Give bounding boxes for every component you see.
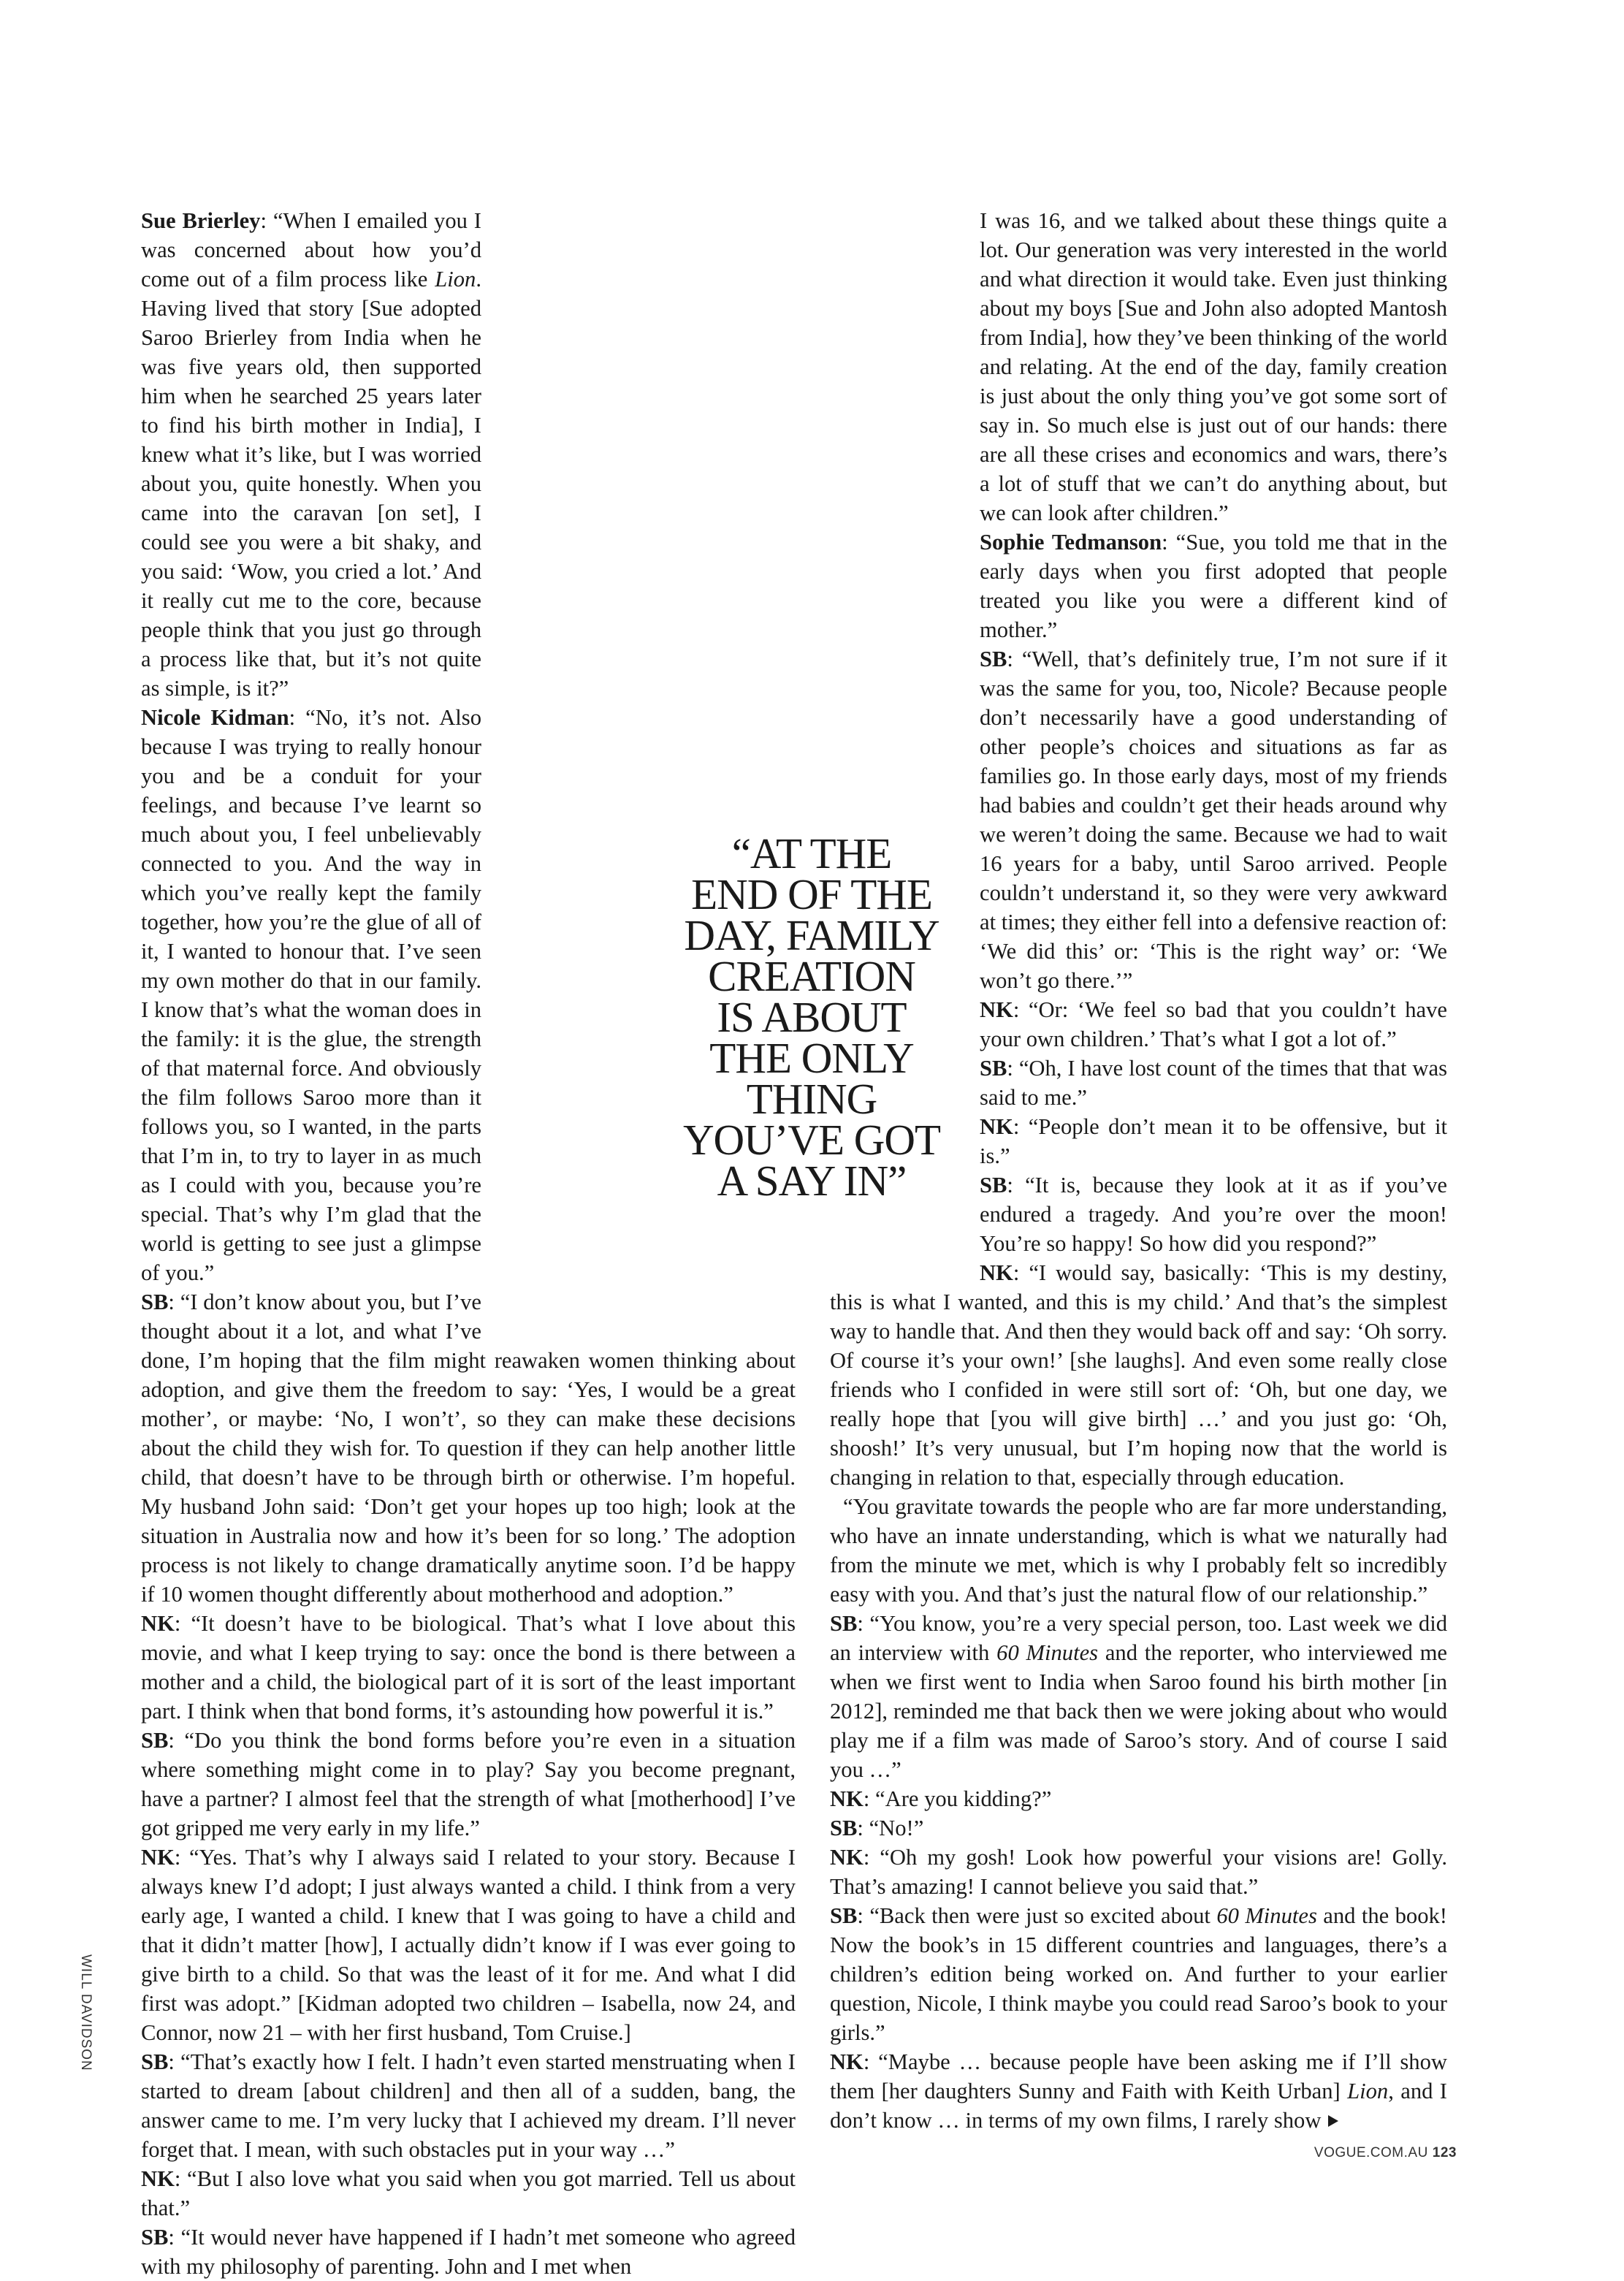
interview-paragraph <box>830 1901 1447 2047</box>
speaker-name: SB <box>141 2225 169 2250</box>
paragraph-text: : “No, it’s not. Also because I was trying to really honour you and be a conduit for your feelings, and because I’ve learnt so much about you, I feel unbelievably connected to you. And the way in which you’ve really kept the family together, how you’re the glue of all of it, I wanted to honour that. I’ve seen my own mother do that in our family. I know that’s what the woman does in the family: it is the glue, the strength of that maternal force. And obviously the film follows Saroo more than it follows you, so I wanted, in the parts that I’m in, to try to layer in as much as I could with you, because you’re special. That’s why I’m glad that the world is getting to see just a glimpse of you.” <box>141 705 481 1285</box>
page-number: 123 <box>1432 2145 1457 2160</box>
paragraph-text: : “Well, that’s definitely true, I’m not sure if it was the same for you, too, Nicole? Because people don’t necessarily have a good understanding of other people’s choices and situations as far as families go. In those early days, most of my friends had babies and couldn’t get their heads around why we weren’t doing the same. Because we had to wait 16 years for a baby, until Saroo arrived. People couldn’t understand it, so they were very awkward at times; they either fell into a defensive reaction of: ‘We did this’ or: ‘This is the right way’ or: ‘We won’t go there.’” <box>980 647 1447 993</box>
interview-paragraph <box>830 2047 1447 2135</box>
folio-site: VOGUE.COM.AU <box>1314 2145 1428 2160</box>
speaker-name: SB <box>830 1816 858 1840</box>
interview-paragraph <box>141 2047 796 2164</box>
left-column <box>141 206 796 2281</box>
title-italic: Lion <box>435 267 476 292</box>
pull-quote-line: DAY, FAMILY <box>684 911 939 959</box>
paragraph-text: : “People don’t mean it to be offensive, but it is.” <box>980 1114 1447 1168</box>
speaker-name: SB <box>141 1728 169 1753</box>
speaker-name: NK <box>980 997 1013 1022</box>
paragraph-text: and the reporter, who interviewed me when we first went to India when Saroo found his birth mother [in 2012], reminded me that back then we were joking about who would play me if a film was made of Saroo’s story. And of course I said you …” <box>830 1640 1447 1782</box>
paragraph-text: : “I don’t know about you, but I’ve thought about it a lot, and what I’ve done, I’m hoping that the film might reawaken women thinking about adoption, and give them the freedom to say: ‘Yes, I would be a great mother’, or maybe: ‘No, I won’t’, so they can make these decisions about the child they wish for. To question if they can help another little child, that doesn’t have to be through birth or otherwise. I’m hopeful. My husband John said: ‘Don’t get your hopes up too high; look at the situation in Australia now and how it’s been for so long.’ The adoption process is not likely to change dramatically anytime soon. I’d be happy if 10 women thought differently about motherhood and adoption.” <box>141 1290 796 1607</box>
pull-quote-line: A SAY IN” <box>717 1157 907 1205</box>
speaker-name: NK <box>141 1845 175 1870</box>
pull-quote-line: THING <box>746 1075 877 1123</box>
paragraph-text: I was 16, and we talked about these things quite a lot. Our generation was very interested in the world and what direction it would take. Even just thinking about my boys [Sue and John also adopted Mantosh from India], how they’ve been thinking of the world and relating. At the end of the day, family creation is just about the only thing you’ve got some sort of say in. So much else is just out of our hands: there are all these crises and economics and wars, there’s a lot of stuff that we can’t do anything about, but we can look after children.” <box>980 208 1447 525</box>
speaker-name: Sue Brierley <box>141 208 261 233</box>
paragraph-text: , and I don’t know … in terms of my own films, I rarely show <box>830 2079 1447 2133</box>
interview-paragraph <box>141 2223 796 2281</box>
speaker-name: SB <box>141 2049 169 2074</box>
speaker-name: SB <box>141 1290 169 1314</box>
speaker-name: NK <box>141 2166 175 2191</box>
speaker-name: NK <box>980 1260 1013 1285</box>
paragraph-text: and the book! Now the book’s in 15 different countries and languages, there’s a children’s edition being worked on. And further to your earlier question, Nicole, I think maybe you could read Saroo’s book to your girls.” <box>830 1903 1447 2045</box>
speaker-name: NK <box>830 1845 864 1870</box>
interview-paragraph <box>830 1258 1447 1492</box>
paragraph-text: : “Or: ‘We feel so bad that you couldn’t have your own children.’ That’s what I got a lot of.” <box>980 997 1447 1051</box>
speaker-name: SB <box>830 1903 858 1928</box>
speaker-name: NK <box>141 1611 175 1636</box>
pull-quote <box>671 829 953 1205</box>
speaker-name: SB <box>830 1611 858 1636</box>
speaker-name: SB <box>980 647 1007 671</box>
title-italic: 60 Minutes <box>1216 1903 1317 1928</box>
interview-paragraph <box>141 1843 796 2047</box>
pull-quote-line: THE ONLY <box>709 1034 914 1082</box>
paragraph-text: : “I would say, basically: ‘This is my destiny, this is what I wanted, and this is my child.’ And that’s the simplest way to handle that. And then they would back off and say: ‘Oh sorry. Of course it’s your own!’ [she laughs]. And even some really close friends who I confided in were still sort of: ‘Oh, but one day, we really hope that [you will give birth] …’ and you just go: ‘Oh, shoosh!’ It’s very unusual, but I’m hoping now that the world is changing in relation to that, especially through education. <box>830 1260 1447 1490</box>
interview-paragraph <box>141 2164 796 2223</box>
interview-paragraph <box>830 1843 1447 1901</box>
paragraph-text: : “It would never have happened if I hadn’t met someone who agreed with my philosophy of parenting. John and I met when <box>141 2225 796 2279</box>
paragraph-text: : “Sue, you told me that in the early days when you first adopted that people treated you like you were a different kind of mother.” <box>980 530 1447 642</box>
speaker-name: Sophie Tedmanson <box>980 530 1162 555</box>
paragraph-text: : “Oh my gosh! Look how powerful your visions are! Golly. That’s amazing! I cannot believe you said that.” <box>830 1845 1447 1899</box>
speaker-name: Nicole Kidman <box>141 705 289 730</box>
paragraph-text: : “Yes. That’s why I always said I related to your story. Because I always knew I’d adopt; I just always wanted a child. I think from a very early age, I wanted a child. I knew that I was going to have a child and that it didn’t matter [how], I actually didn’t know if I was ever going to give birth to a child. So that was the least of it for me. And what I did first was adopt.” [Kidman adopted two children – Isabella, now 24, and Connor, now 21 – with her first husband, Tom Cruise.] <box>141 1845 796 2045</box>
paragraph-text: : “But I also love what you said when you got married. Tell us about that.” <box>141 2166 796 2220</box>
paragraph-text: : “Maybe … because people have been asking me if I’ll show them [her daughters Sunny and Faith with Keith Urban] <box>830 2049 1447 2103</box>
photo-credit: WILL DAVIDSON <box>78 1954 94 2071</box>
paragraph-text: : “It is, because they look at it as if you’ve endured a tragedy. And you’re over the moon! You’re so happy! So how did you respond?” <box>980 1173 1447 1256</box>
paragraph-text: : “No!” <box>857 1816 924 1840</box>
title-italic: Lion <box>1347 2079 1389 2103</box>
interview-paragraph <box>141 1726 796 1843</box>
pull-quote-line: IS ABOUT <box>717 993 907 1041</box>
interview-paragraph <box>830 206 1447 528</box>
interview-paragraph <box>830 528 1447 644</box>
continue-arrow-icon <box>1328 2115 1338 2127</box>
title-italic: 60 Minutes <box>996 1640 1099 1665</box>
paragraph-text: : “You know, you’re a very special person, too. Last week we did an interview with <box>830 1611 1447 1665</box>
interview-paragraph <box>141 206 796 703</box>
paragraph-text: : “Oh, I have lost count of the times that that was said to me.” <box>980 1056 1447 1110</box>
pull-quote-line: YOU’VE GOT <box>682 1116 941 1164</box>
paragraph-text: : “It doesn’t have to be biological. That’s what I love about this movie, and what I keep trying to say: once the bond is there between a mother and a child, the biological part of it is sort of the least important part. I think when that bond forms, it’s astounding how powerful it is.” <box>141 1611 796 1724</box>
paragraph-text: : “Back then were just so excited about <box>857 1903 1217 1928</box>
speaker-name: SB <box>980 1173 1007 1197</box>
pull-quote-line: “AT THE <box>731 829 892 877</box>
paragraph-text: “You gravitate towards the people who are far more understanding, who have an innate understanding, which is what we naturally had from the minute we met, which is why I probably felt so incredibly easy with you. And that’s just the natural flow of our relationship.” <box>830 1494 1447 1607</box>
paragraph-text: : “When I emailed you I was concerned about how you’d come out of a film process like <box>141 208 481 292</box>
pull-quote-line: END OF THE <box>691 870 932 918</box>
paragraph-text: : “That’s exactly how I felt. I hadn’t even started menstruating when I started to dream [about children] and then all of a sudden, bang, the answer came to me. I’m very lucky that I achieved my dream. I’ll never forget that. I mean, with such obstacles put in your way …” <box>141 2049 796 2162</box>
folio <box>1314 2145 1457 2161</box>
speaker-name: NK <box>830 1786 864 1811</box>
speaker-name: NK <box>980 1114 1013 1139</box>
interview-paragraph <box>830 1609 1447 1784</box>
interview-paragraph <box>830 1784 1447 1813</box>
speaker-name: SB <box>980 1056 1007 1081</box>
paragraph-text: : “Are you kidding?” <box>863 1786 1052 1811</box>
speaker-name: NK <box>830 2049 864 2074</box>
interview-paragraph <box>830 1492 1447 1609</box>
paragraph-text: : “Do you think the bond forms before you’re even in a situation where something might come in to play? Say you become pregnant, have a partner? I almost feel that the strength of what [motherhood] I’ve got gripped me very early in my life.” <box>141 1728 796 1840</box>
pull-quote-line: CREATION <box>708 952 915 1000</box>
paragraph-text: . Having lived that story [Sue adopted Saroo Brierley from India when he was five years old, then supported him when he searched 25 years later to find his birth mother in India], I knew what it’s like, but I was worried about you, quite honestly. When you came into the caravan [on set], I could see you were a bit shaky, and you said: ‘Wow, you cried a lot.’ And it really cut me to the core, because people think that you just go through a process like that, but it’s not quite as simple, is it?” <box>141 267 481 701</box>
interview-paragraph <box>141 1609 796 1726</box>
interview-paragraph <box>830 1813 1447 1843</box>
